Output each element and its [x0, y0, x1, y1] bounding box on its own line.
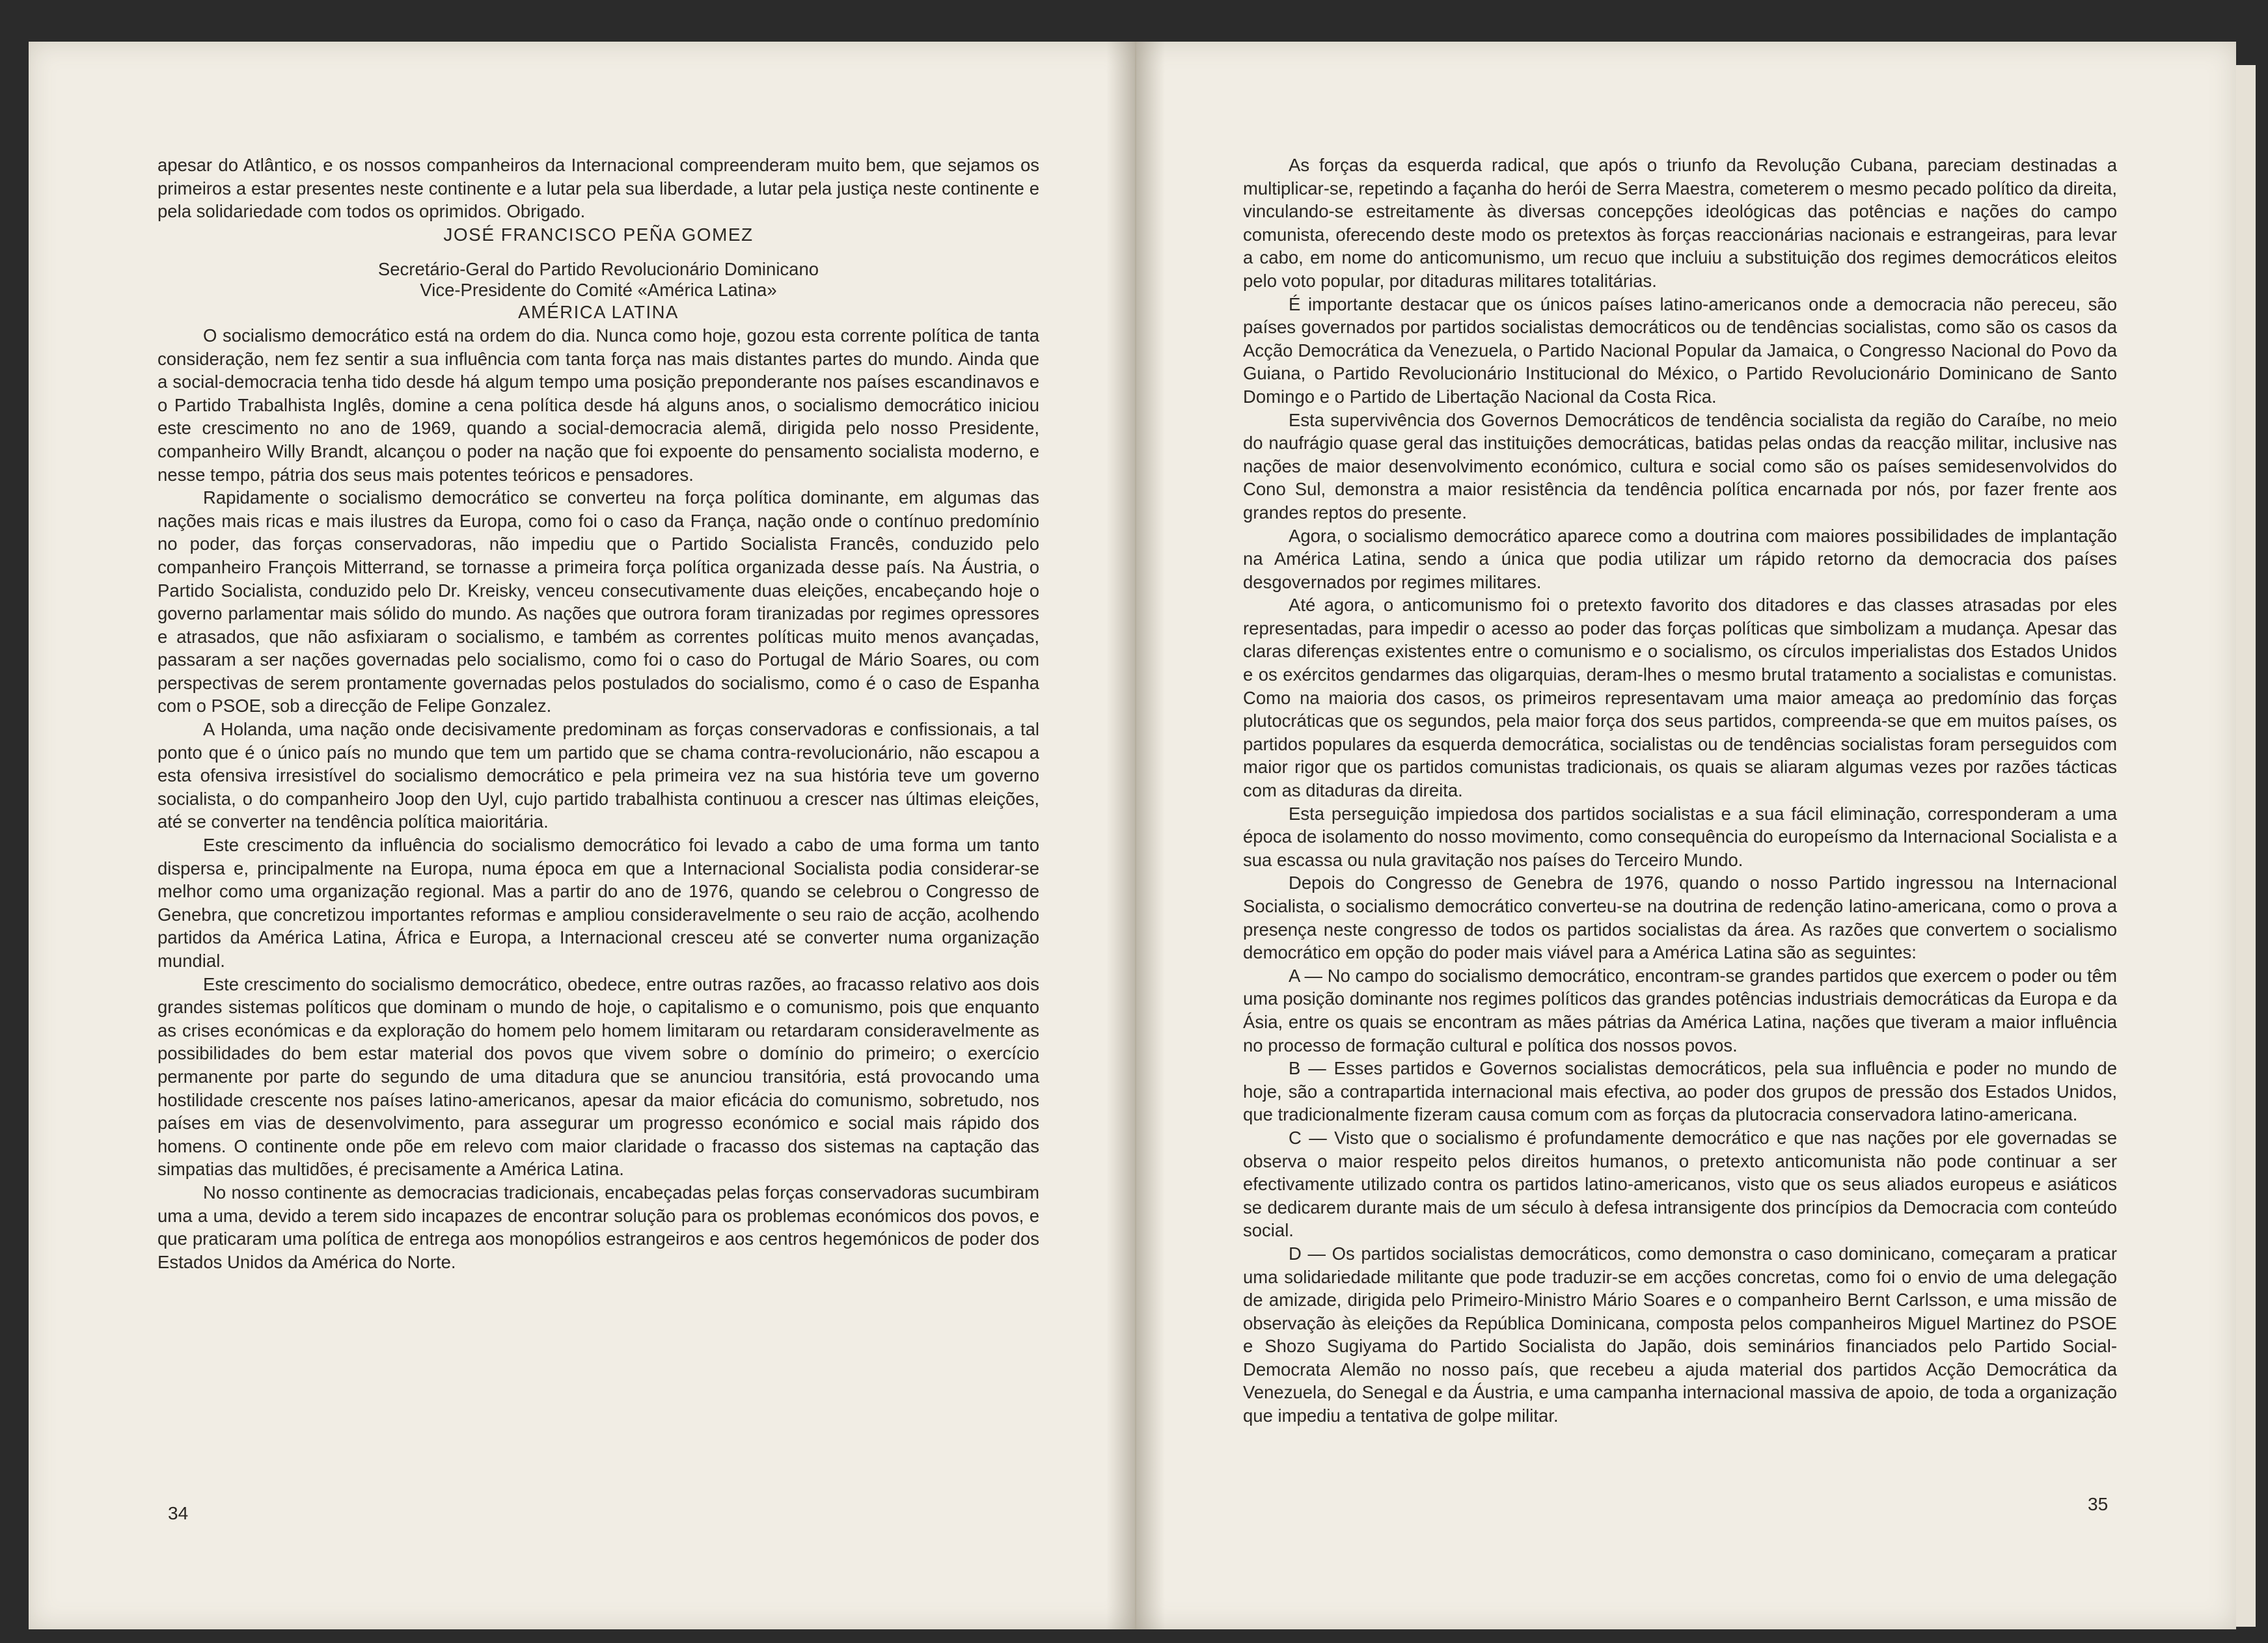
- author-roles: [157, 259, 1039, 301]
- body-paragraph: O socialismo democrático está na ordem do dia. Nunca como hoje, gozou esta corrente política de tanta consideração, nem fez sentir a sua influência com tanta força nas mais distantes partes do mundo. Ainda que a social-democracia tenha tido desde há algum tempo uma posição preponderante nos países escandinavos e o Partido Trabalhista Inglês, domine a cena política desde há alguns anos, o socialismo democrático iniciou este crescimento no ano de 1969, quando a social-democracia alemã, dirigida pelo nosso Presidente, companheiro Willy Brandt, alcançou o poder na nação que foi expoente do pensamento socialista moderno, e nesse tempo, pátria dos seus mais potentes teóricos e pensadores.: [157, 325, 1039, 485]
- author-role-2: Vice-Presidente do Comité «América Latina»: [420, 280, 777, 301]
- body-paragraph: É importante destacar que os únicos países latino-americanos onde a democracia não pereceu, são países governados por partidos socialistas democráticos ou de tendências socialistas, como são os casos da Acção Democrática da Venezuela, o Partido Nacional Popular da Jamaica, o Congresso Nacional do Povo da Guiana, o Partido Revolucionário Institucional do México, o Partido Revolucionário Dominicano de Santo Domingo e o Partido de Libertação Nacional da Costa Rica.: [1243, 293, 2117, 407]
- intro-paragraph: apesar do Atlântico, e os nossos companheiros da Internacional compreenderam muito bem, que sejamos os primeiros a estar presentes neste continente e a lutar pela sua liberdade, a lutar pela justiça neste continente e pela solidariedade com todos os oprimidos. Obrigado.: [157, 155, 1039, 222]
- body-paragraph: Agora, o socialismo democrático aparece como a doutrina com maiores possibilidades de implantação na América Latina, sendo a única que podia utilizar um rápido retorno da democracia dos países desgovernados por regimes militares.: [1243, 525, 2117, 592]
- body-paragraph: Até agora, o anticomunismo foi o pretexto favorito dos ditadores e das classes atrasadas por eles representadas, para impedir o acesso ao poder das forças políticas que simbolizam a mudança. Apesar das claras diferenças existentes entre o comunismo e o socialismo, os círculos imperialistas dos Estados Unidos e os exércitos gendarmes das oligarquias, deram-lhes o mesmo brutal tratamento a socialistas e comunistas. Como na maioria dos casos, os primeiros representavam uma maior ameaça ao predomínio das forças plutocráticas que os segundos, pela maior força dos seus partidos, compreenda-se que em muitos países, os partidos populares da esquerda democrática, socialistas ou de tendências socialistas foram perseguidos com maior rigor que os partidos comunistas tradicionais, os quais se aliaram algumas vezes por razões tácticas com as ditaduras da direita.: [1243, 595, 2117, 801]
- body-paragraph: Este crescimento do socialismo democrático, obedece, entre outras razões, ao fracasso relativo aos dois grandes sistemas políticos que dominam o mundo de hoje, o capitalismo e o comunismo, pois que enquanto as crises económicas e da exploração do homem pelo homem limitaram ou retardaram consideravelmente as possibilidades do bem estar material dos povos que vivem sobre o domínio do primeiro; o exercício permanente por parte do segundo de uma ditadura que se anunciou transitória, está provocando uma hostilidade crescente nos países latino-americanos, apesar da maior eficácia do comunismo, sobretudo, nos países em vias de desenvolvimento, para assegurar um progresso económico e social mais rápido dos homens. O continente onde põe em relevo com maior claridade o fracasso dos sistemas na captação das simpatias das multidões, é precisamente a América Latina.: [157, 973, 1039, 1180]
- body-paragraph: A Holanda, uma nação onde decisivamente predominam as forças conservadoras e confissionais, a tal ponto que é o único país no mundo que tem um partido que se chama contra-revolucionário, não escapou a esta ofensiva irresistível do socialismo democrático e pela primeira vez na sua história teve um governo socialista, o do companheiro Joop den Uyl, cujo partido trabalhista continuou a crescer nas últimas eleições, até se converter na tendência política maioritária.: [157, 719, 1039, 832]
- body-paragraph: As forças da esquerda radical, que após o triunfo da Revolução Cubana, pareciam destinadas a multiplicar-se, repetindo a façanha do herói de Serra Maestra, cometerem o mesmo pecado político da direita, vinculando-se estreitamente às diversas concepções ideológicas das potências e nações do campo comunista, oferecendo deste modo os pretextos às forças reaccionárias nacionais e estrangeiras, para levar a cabo, em nome do anticomunismo, um recuo que incluiu a substituição dos regimes democráticos eleitos pelo voto popular, por ditaduras militares totalitárias.: [1243, 155, 2117, 291]
- left-text-column: [157, 154, 1039, 1273]
- right-text-column: [1243, 154, 2117, 1428]
- section-title: AMÉRICA LATINA: [518, 302, 679, 323]
- body-paragraph: Este crescimento da influência do socialismo democrático foi levado a cabo de uma forma um tanto dispersa e, principalmente na Europa, numa época em que a Internacional Socialista podia considerar-se melhor como uma organização regional. Mas a partir do ano de 1976, quando se celebrou o Congresso de Genebra, que concretizou importantes reformas e ampliou consideravelmente o seu raio de acção, acolhendo partidos da América Latina, África e Europa, a Internacional cresceu até se converter numa organização mundial.: [157, 835, 1039, 971]
- author-name: JOSÉ FRANCISCO PEÑA GOMEZ: [443, 224, 754, 245]
- body-paragraph: No nosso continente as democracias tradicionais, encabeçadas pelas forças conservadoras sucumbiram uma a uma, devido a terem sido incapazes de encontrar solução para os problemas económicos dos povos, e que praticaram uma política de entrega aos monopólios estrangeiros e aos centros hegemónicos de poder dos Estados Unidos da América do Norte.: [157, 1182, 1039, 1272]
- page-number-left: 34: [168, 1503, 189, 1523]
- page-edge: [2236, 65, 2256, 1627]
- author-role-1: Secretário-Geral do Partido Revolucionário Dominicano: [377, 259, 819, 280]
- list-item-d: D — Os partidos socialistas democráticos, como demonstra o caso dominicano, começaram a praticar uma solidariedade militante que pode traduzir-se em acções concretas, como foi o envio de uma delegação de amizade, dirigida pelo Primeiro-Ministro Mário Soares e o companheiro Bernt Carlsson, e uma missão de observação às eleições da República Dominicana, composta pelos companheiros Miguel Martinez do PSOE e Shozo Sugiyama do Partido Socialista do Japão, dois seminários financiados pelo Partido Social-Democrata Alemão no nosso país, que recebeu a ajuda material dos partidos Acção Democrática da Venezuela, do Senegal e da Áustria, e uma campanha internacional massiva de apoio, de toda a organização que impediu a tentativa de golpe militar.: [1243, 1243, 2117, 1426]
- list-item-a: A — No campo do socialismo democrático, encontram-se grandes partidos que exercem o poder ou têm uma posição dominante nos regimes políticos das grandes potências industriais democráticas da Europa e da Ásia, entre os quais se encontram as mães pátrias da América Latina, nações que tiveram a maior influência no processo de formação cultural e política dos nossos povos.: [1243, 965, 2117, 1055]
- page-number-right: 35: [2088, 1494, 2109, 1514]
- body-paragraph: Esta perseguição impiedosa dos partidos socialistas e a sua fácil eliminação, corresponderam a uma época de isolamento do nosso movimento, como consequência do europeísmo da Internacional Socialista e a sua escassa ou nula gravitação nos países do Terceiro Mundo.: [1243, 803, 2117, 870]
- body-paragraph: Depois do Congresso de Genebra de 1976, quando o nosso Partido ingressou na Internacional Socialista, o socialismo democrático converteu-se na doutrina de redenção latino-americana, como o prova a presença neste congresso de todos os partidos socialistas da área. As razões que convertem o socialismo democrático em opção do poder mais viável para a América Latina são as seguintes:: [1243, 873, 2117, 963]
- body-paragraph: Rapidamente o socialismo democrático se converteu na força política dominante, em algumas das nações mais ricas e mais ilustres da Europa, como foi o caso da França, nação onde o contínuo predomínio no poder, das forças conservadoras, não impediu que o Partido Socialista Francês, conduzido pelo companheiro François Mitterrand, se tornasse a primeira força política organizada desse país. Na Áustria, o Partido Socialista, conduzido pelo Dr. Kreisky, venceu consecutivamente duas eleições, encabeçando hoje o governo parlamentar mais sólido do mundo. As nações que outrora foram tiranizadas por regimes opressores e atrasados, que não asfixiaram o socialismo, e também as correntes políticas muito menos avançadas, passaram a ser nações governadas pelo socialismo, como foi o caso do Portugal de Mário Soares, ou com perspectivas de serem prontamente governadas pelos postulados do socialismo, como é o caso de Espanha com o PSOE, sob a direcção de Felipe Gonzalez.: [157, 487, 1039, 716]
- list-item-b: B — Esses partidos e Governos socialistas democráticos, pela sua influência e poder no mundo de hoje, são a contrapartida internacional mais efectiva, ao poder dos grupos de pressão dos Estados Unidos, que tradicionalmente fizeram causa comum com as forças da plutocracia conservadora latino-americana.: [1243, 1058, 2117, 1125]
- body-paragraph: Esta supervivência dos Governos Democráticos de tendência socialista da região do Caraíbe, no meio do naufrágio quase geral das instituições democráticas, batidas pelas ondas da reacção militar, inclusive nas nações de maior desenvolvimento económico, cultura e social como são os países semidesenvolvidos do Cono Sul, demonstra a maior resistência da tendência política encarnada por nós, por fazer frente aos grandes reptos do presente.: [1243, 409, 2117, 523]
- list-item-c: C — Visto que o socialismo é profundamente democrático e que nas nações por ele governadas se observa o maior respeito pelos direitos humanos, o pretexto anticomunista não pode continuar a ser efectivamente utilizado contra os partidos latino-americanos, visto que os seus aliados europeus e asiáticos se dedicarem durante mais de um século à defesa intransigente dos princípios da Democracia com conteúdo social.: [1243, 1127, 2117, 1241]
